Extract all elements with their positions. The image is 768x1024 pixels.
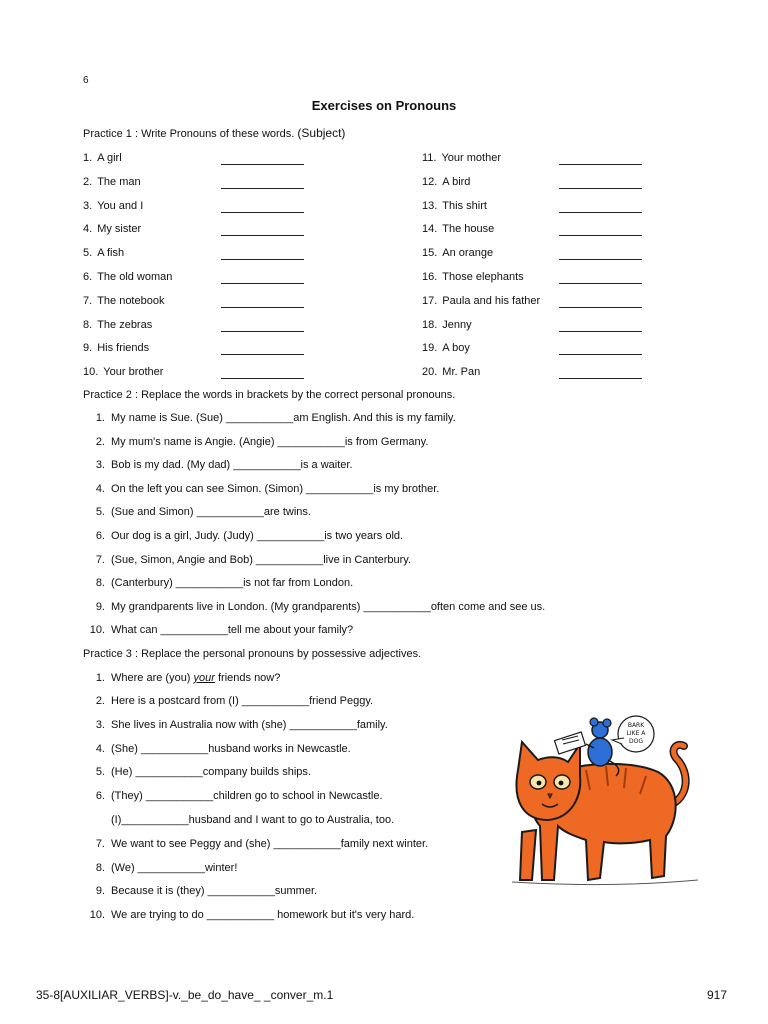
practice1-item: [422, 200, 487, 212]
item-text: What can ___________tell me about your family?: [111, 624, 354, 637]
practice1-item: [83, 152, 122, 164]
item-text: (Sue, Simon, Angie and Bob) ___________live in Canterbury.: [111, 553, 412, 566]
exercise-item: [83, 530, 643, 544]
exercise-item: [83, 506, 643, 520]
practice1-item: [83, 176, 141, 188]
item-number: 9.: [95, 885, 105, 898]
item-number: 6.: [83, 271, 93, 283]
item-text: Paula and his father: [442, 294, 541, 307]
practice1-item: [83, 295, 164, 307]
item-number: 1.: [95, 672, 105, 684]
exercise-item: [83, 554, 643, 568]
cat-and-mouse-illustration: [508, 714, 708, 894]
item-text: Your mother: [441, 152, 502, 164]
page-title: Exercises on Pronouns: [311, 98, 457, 113]
answer-blank[interactable]: [221, 282, 304, 284]
item-text: She lives in Australia now with (she) ___________family.: [111, 718, 388, 731]
item-text: (Canterbury) ___________is not far from London.: [111, 577, 354, 590]
answer-blank[interactable]: [559, 187, 642, 189]
item-number: 1.: [83, 152, 93, 164]
item-text: (Sue and Simon) ___________are twins.: [111, 506, 311, 519]
answer-blank[interactable]: [559, 306, 642, 308]
item-number: 1.: [95, 412, 105, 424]
item-number: 4.: [95, 482, 105, 495]
item-text: An orange: [442, 247, 494, 260]
item-text: The notebook: [97, 294, 165, 307]
item-text: A fish: [97, 247, 125, 260]
practice1-item: [422, 342, 470, 354]
answer-blank[interactable]: [559, 163, 642, 165]
item-number: 17.: [422, 294, 438, 307]
practice1-item: [422, 271, 524, 283]
exercise-item: [83, 624, 643, 638]
item-text: A boy: [442, 342, 470, 355]
practice3-heading: Practice 3 : Replace the personal pronouns by possessive adjectives.: [83, 648, 422, 660]
practice1-item: [83, 366, 163, 378]
item-text: The man: [97, 175, 141, 188]
svg-text:LIKE A: LIKE A: [626, 730, 646, 737]
answer-blank[interactable]: [221, 377, 304, 379]
item-number: 5.: [95, 766, 105, 779]
answer-blank[interactable]: [559, 282, 642, 284]
item-number: 15.: [422, 247, 438, 260]
practice1-item: [422, 247, 493, 259]
item-number: 6.: [95, 530, 105, 542]
answer-blank[interactable]: [221, 306, 304, 308]
item-text: The zebras: [97, 318, 153, 331]
item-text: On the left you can see Simon. (Simon) ___________is my brother.: [111, 482, 440, 495]
answer-example: your: [193, 672, 215, 684]
item-number: 6.: [95, 790, 105, 803]
item-text: Bob is my dad. (My dad) ___________is a waiter.: [111, 459, 353, 472]
exercise-item: [83, 695, 643, 709]
footer-page-number: 917: [707, 988, 728, 1002]
item-number: 10.: [83, 366, 99, 379]
answer-blank[interactable]: [221, 353, 304, 355]
item-text: Here is a postcard from (I) ___________friend Peggy.: [111, 695, 374, 707]
item-number: 19.: [422, 342, 438, 355]
item-text: (We) ___________winter!: [111, 861, 238, 874]
item-number: 3.: [83, 199, 93, 212]
answer-blank[interactable]: [221, 234, 304, 236]
item-text: Your brother: [103, 366, 164, 379]
practice1-item: [83, 200, 143, 212]
practice1-item: [422, 152, 501, 164]
item-number: 18.: [422, 318, 438, 331]
exercise-item: [83, 483, 643, 497]
practice1-item: [422, 223, 494, 235]
footer-document-code: 35-8[AUXILIAR_VERBS]-v._be_do_have_ _conver_m.1: [36, 988, 334, 1002]
item-text: My grandparents live in London. (My grandparents) ___________often come and see us.: [111, 600, 546, 613]
item-text: Mr. Pan: [442, 366, 481, 379]
item-number: 2.: [83, 175, 93, 188]
item-number: 8.: [83, 318, 93, 331]
item-number: 8.: [95, 861, 105, 874]
svg-text:DOG: DOG: [629, 738, 643, 745]
item-text: We want to see Peggy and (she) ___________family next winter.: [111, 837, 429, 850]
answer-blank[interactable]: [221, 187, 304, 189]
exercise-item: [83, 436, 643, 450]
item-number: 8.: [95, 577, 105, 590]
item-number: 3.: [95, 718, 105, 731]
item-number: 16.: [422, 271, 438, 283]
practice1-item: [83, 271, 172, 283]
item-number: 12.: [422, 175, 438, 188]
item-number: 2.: [95, 695, 105, 707]
exercise-item: [83, 577, 643, 591]
item-text: A girl: [97, 152, 122, 164]
exercise-item: [83, 909, 643, 923]
item-number: 10.: [89, 909, 105, 922]
practice2-heading: Practice 2 : Replace the words in brackets by the correct personal pronouns.: [83, 389, 456, 401]
practice1-item: [422, 295, 540, 307]
item-number: 10.: [89, 624, 105, 637]
item-number: 9.: [95, 600, 105, 613]
item-number: 9.: [83, 342, 93, 355]
item-number: 7.: [83, 294, 93, 307]
answer-blank[interactable]: [559, 234, 642, 236]
item-number: 5.: [95, 506, 105, 519]
item-text: (I)___________husband and I want to go to Australia, too.: [111, 814, 395, 826]
exercise-item: [83, 459, 643, 473]
answer-blank[interactable]: [559, 258, 642, 260]
practice1-heading-suffix: (Subject): [297, 126, 346, 140]
page-number: 6: [83, 75, 89, 86]
exercise-item: [83, 601, 643, 615]
item-number: 4.: [83, 223, 93, 236]
item-text: Jenny: [442, 318, 472, 331]
item-number: 7.: [95, 837, 105, 850]
item-text: You and I: [97, 199, 144, 212]
item-text: The old woman: [97, 271, 173, 283]
practice1-item: [83, 223, 141, 235]
answer-blank[interactable]: [559, 330, 642, 332]
item-text: A bird: [442, 175, 471, 188]
item-text: His friends: [97, 342, 150, 355]
item-number: 14.: [422, 223, 438, 236]
practice1-item: [83, 342, 149, 354]
answer-blank[interactable]: [221, 258, 304, 260]
item-number: 20.: [422, 366, 438, 379]
item-text: (They) ___________children go to school in Newcastle.: [111, 790, 383, 803]
answer-blank[interactable]: [221, 163, 304, 165]
practice1-item: [83, 319, 152, 331]
practice3-item: [83, 672, 483, 686]
item-number: 13.: [422, 199, 438, 212]
item-number: 11.: [422, 152, 437, 164]
item-text: (She) ___________husband works in Newcastle.: [111, 742, 351, 755]
answer-blank[interactable]: [559, 353, 642, 355]
item-text: My mum's name is Angie. (Angie) ___________is from Germany.: [111, 435, 429, 448]
practice1-item: [83, 247, 124, 259]
practice1-heading-text: Practice 1 : Write Pronouns of these words.: [83, 128, 295, 140]
item-text: This shirt: [442, 199, 487, 212]
answer-blank[interactable]: [221, 330, 304, 332]
item-text: Our dog is a girl, Judy. (Judy) ___________is two years old.: [111, 530, 404, 542]
item-number: 7.: [95, 553, 105, 566]
item-text: [111, 672, 280, 684]
exercise-item: [83, 412, 643, 426]
answer-blank[interactable]: [559, 377, 642, 379]
item-text-post: friends now?: [214, 672, 281, 684]
item-text: My sister: [97, 223, 142, 236]
practice1-item: [422, 319, 472, 331]
practice1-item: [422, 366, 480, 378]
item-text: My name is Sue. (Sue) ___________am English. And this is my family.: [111, 412, 456, 424]
item-text: Because it is (they) ___________summer.: [111, 885, 318, 898]
item-text-pre: Where are (you): [111, 672, 194, 684]
item-number: 4.: [95, 742, 105, 755]
item-number: 3.: [95, 459, 105, 472]
item-text: The house: [442, 223, 495, 236]
practice1-heading: [83, 126, 345, 140]
item-text: Those elephants: [442, 271, 524, 283]
item-text: We are trying to do ___________ homework but it's very hard.: [111, 909, 415, 922]
svg-text:BARK: BARK: [627, 722, 645, 729]
answer-blank[interactable]: [221, 211, 304, 213]
item-text: (He) ___________company builds ships.: [111, 766, 311, 779]
answer-blank[interactable]: [559, 211, 642, 213]
practice1-item: [422, 176, 470, 188]
item-number: 2.: [95, 435, 105, 448]
item-number: 5.: [83, 247, 93, 260]
